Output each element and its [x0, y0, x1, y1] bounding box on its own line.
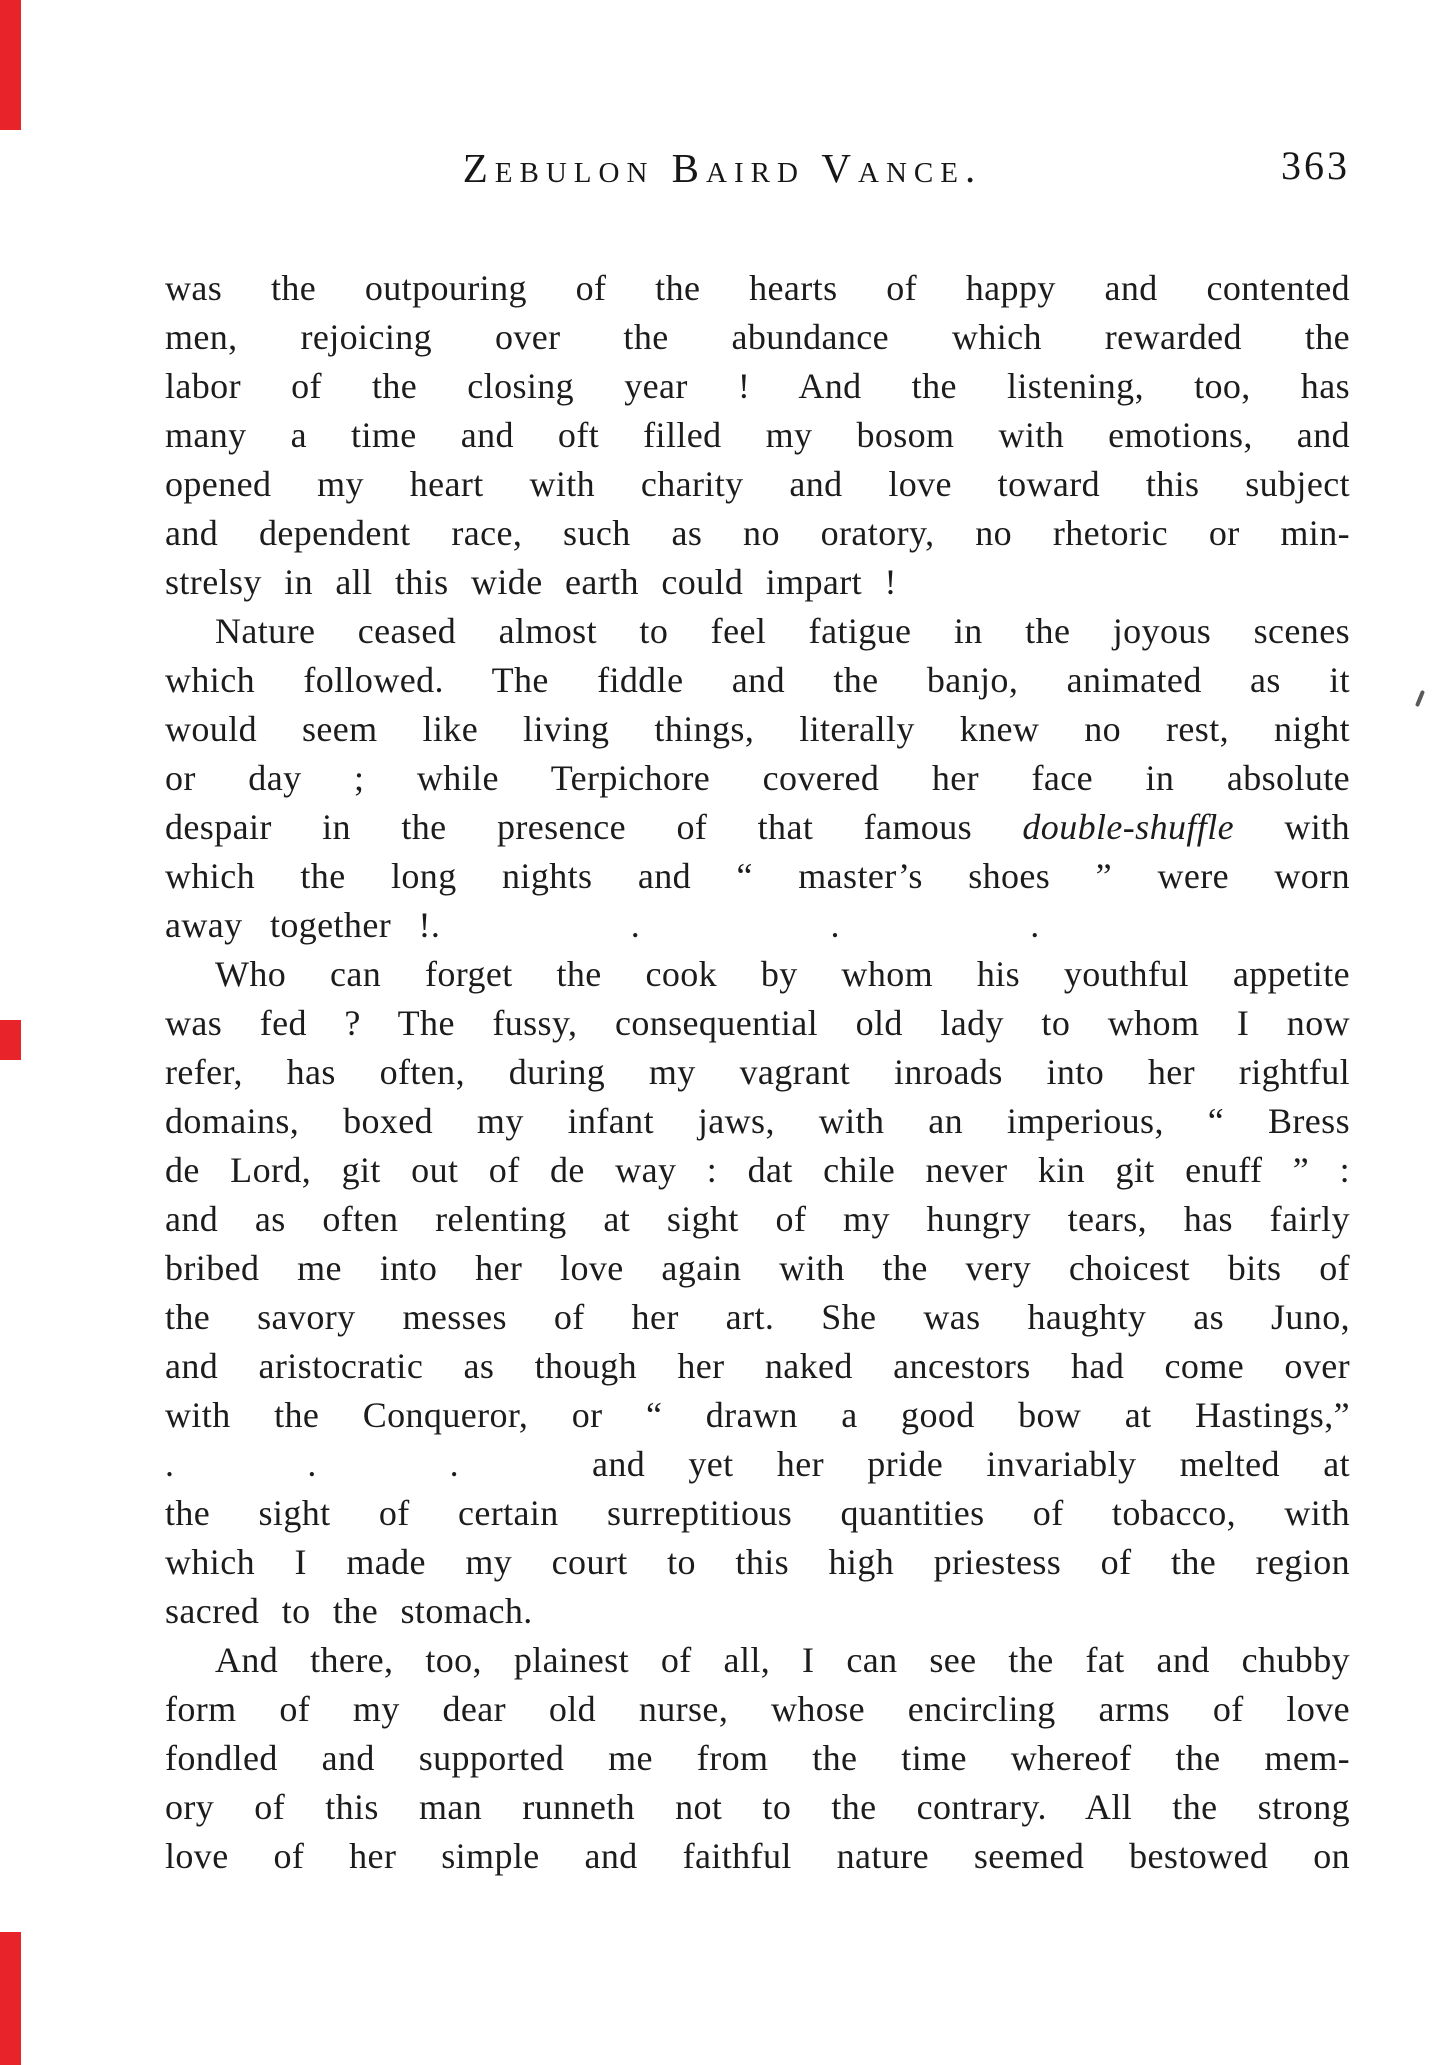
body-line [165, 1538, 1350, 1587]
body-line [165, 1097, 1350, 1146]
scan-edge-red-bar [0, 1020, 21, 1060]
text-segment: was the outpouring of the hearts of happy and contented [165, 268, 1350, 308]
body-line [165, 999, 1350, 1048]
body-line [165, 607, 1350, 656]
body-text [165, 264, 1350, 1881]
body-line [165, 1734, 1350, 1783]
text-segment: strelsy in all this wide earth could impart ! [165, 562, 897, 602]
text-segment: the savory messes of her art. She was haughty as Juno, [165, 1297, 1350, 1337]
body-line [165, 1146, 1350, 1195]
ellipsis-dot: . [449, 1444, 460, 1484]
body-line [165, 1293, 1350, 1342]
text-segment: bribed me into her love again with the very choicest bits of [165, 1248, 1350, 1288]
ellipsis-dot: . [830, 905, 840, 945]
body-line [165, 950, 1350, 999]
page-number: 363 [1281, 143, 1350, 188]
body-line [165, 460, 1350, 509]
text-segment: and as often relenting at sight of my hungry tears, has fairly [165, 1199, 1350, 1239]
body-line [165, 313, 1350, 362]
body-line [165, 1391, 1350, 1440]
text-segment: Nature ceased almost to feel fatigue in the joyous scenes [215, 611, 1350, 651]
body-line [165, 1489, 1350, 1538]
ellipsis-dot: . [630, 905, 641, 945]
text-segment: form of my dear old nurse, whose encircling arms of love [165, 1689, 1350, 1729]
body-line [165, 1440, 1350, 1489]
body-line [165, 1636, 1350, 1685]
text-segment: opened my heart with charity and love toward this subject [165, 464, 1350, 504]
body-line [165, 1244, 1350, 1293]
text-segment: domains, boxed my infant jaws, with an imperious, “ Bress [165, 1101, 1350, 1141]
body-line [165, 705, 1350, 754]
body-line [165, 754, 1350, 803]
text-segment: with [1233, 807, 1350, 847]
text-segment: refer, has often, during my vagrant inroads into her rightful [165, 1052, 1350, 1092]
text-segment: and dependent race, such as no oratory, no rhetoric or min- [165, 513, 1350, 553]
ellipsis-dot: . [307, 1444, 317, 1484]
text-segment: love of her simple and faithful nature seemed bestowed on [165, 1836, 1350, 1876]
body-line [165, 1195, 1350, 1244]
text-segment: or day ; while Terpichore covered her face in absolute [165, 758, 1350, 798]
body-line [165, 1587, 1350, 1636]
text-segment: which followed. The fiddle and the banjo, animated as it [165, 660, 1350, 700]
scan-edge-red-bar [0, 1932, 21, 2065]
text-segment: the sight of certain surreptitious quantities of tobacco, with [165, 1493, 1350, 1533]
body-line [165, 1832, 1350, 1881]
text-segment: was fed ? The fussy, consequential old lady to whom I now [165, 1003, 1350, 1043]
ellipsis-dot: . [1030, 905, 1040, 945]
body-line [165, 362, 1350, 411]
ellipsis-dot: . [430, 905, 441, 945]
body-line [165, 901, 1350, 950]
ellipsis-dot: . [165, 1444, 175, 1484]
text-segment: sacred to the stomach. [165, 1591, 533, 1631]
scan-edge-red-bar [0, 0, 21, 130]
text-segment: Who can forget the cook by whom his youthful appetite [215, 954, 1350, 994]
text-segment: which the long nights and “ master’s shoes ” were worn [165, 856, 1350, 896]
text-segment: and yet her pride invariably melted at [591, 1444, 1350, 1484]
text-segment: with the Conqueror, or “ drawn a good bow at Hastings,” [165, 1395, 1350, 1435]
body-line [165, 509, 1350, 558]
text-segment: de Lord, git out of de way : dat chile never kin git enuff ” : [165, 1150, 1350, 1190]
text-segment: And there, too, plainest of all, I can see the fat and chubby [215, 1640, 1350, 1680]
text-segment: double-shuffle [1022, 807, 1234, 847]
body-line [165, 852, 1350, 901]
text-segment: men, rejoicing over the abundance which rewarded the [165, 317, 1350, 357]
body-line [165, 558, 1350, 607]
stray-ink-mark [1415, 690, 1425, 707]
body-line [165, 264, 1350, 313]
text-segment: despair in the presence of that famous [165, 807, 1023, 847]
body-line [165, 1685, 1350, 1734]
text-segment: which I made my court to this high priestess of the region [165, 1542, 1350, 1582]
text-segment: and aristocratic as though her naked ancestors had come over [165, 1346, 1350, 1386]
body-line [165, 1342, 1350, 1391]
body-line [165, 656, 1350, 705]
body-line [165, 803, 1350, 852]
text-segment: fondled and supported me from the time whereof the mem- [165, 1738, 1350, 1778]
body-line [165, 411, 1350, 460]
running-header [165, 144, 1350, 198]
page-title: Zebulon Baird Vance. [462, 145, 983, 191]
text-segment: labor of the closing year ! And the listening, too, has [165, 366, 1350, 406]
text-segment: away together ! [165, 905, 431, 945]
text-segment: ory of this man runneth not to the contrary. All the strong [165, 1787, 1350, 1827]
text-segment: many a time and oft filled my bosom with emotions, and [165, 415, 1350, 455]
body-line [165, 1048, 1350, 1097]
body-line [165, 1783, 1350, 1832]
text-segment: would seem like living things, literally knew no rest, night [165, 709, 1350, 749]
